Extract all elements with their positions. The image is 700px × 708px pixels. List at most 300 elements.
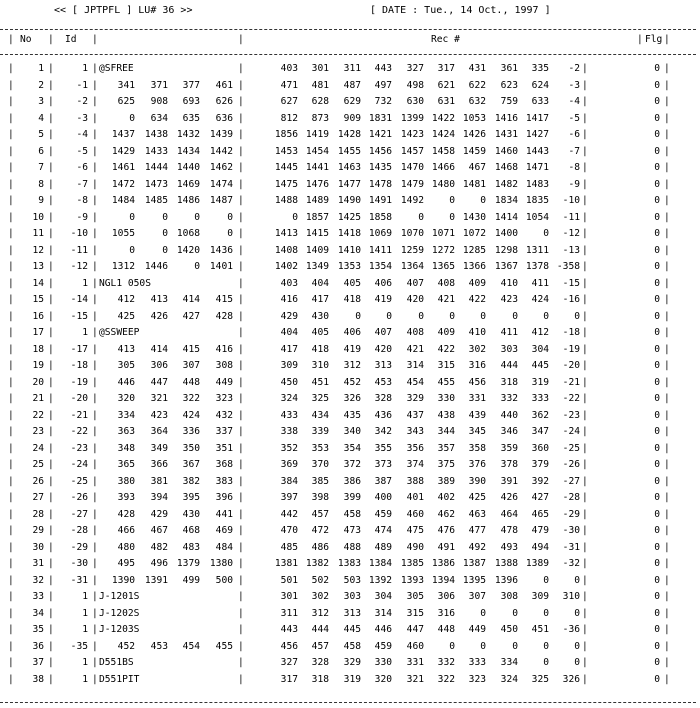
row-id-value: 0 xyxy=(129,112,135,124)
column-separator: | xyxy=(8,162,14,173)
rec-value: 490 xyxy=(406,541,424,553)
rec-value: 1421 xyxy=(368,129,392,140)
row-id-value: 320 xyxy=(117,393,135,404)
column-separator: | xyxy=(92,343,98,355)
rec-value: 1417 xyxy=(525,112,549,124)
column-separator: | xyxy=(48,525,54,536)
column-separator: | xyxy=(664,277,670,289)
row-id-value: 495 xyxy=(117,558,135,569)
row-flag: 0 xyxy=(654,508,660,520)
row-id-value: 1439 xyxy=(209,129,233,140)
row-name: @SFREE xyxy=(99,63,134,74)
row-id-value: 452 xyxy=(117,640,135,652)
rec-value: -13 xyxy=(562,244,580,256)
column-separator: | xyxy=(238,475,244,487)
rec-value: 477 xyxy=(468,525,486,536)
column-separator: | xyxy=(582,129,588,140)
rec-value: 359 xyxy=(500,442,518,454)
rec-value: 1483 xyxy=(525,178,549,190)
row-id: -27 xyxy=(70,508,88,520)
column-separator: | xyxy=(48,261,54,272)
column-separator: | xyxy=(8,195,14,206)
rec-value: 321 xyxy=(406,673,424,685)
rec-value: 329 xyxy=(343,657,361,668)
column-separator: | xyxy=(582,178,588,190)
rec-value: 459 xyxy=(374,640,392,652)
column-separator: | xyxy=(92,657,98,668)
column-separator: | xyxy=(664,409,670,421)
row-number: 2 xyxy=(38,79,44,91)
rec-value: 332 xyxy=(437,657,455,668)
row-id-value: 1485 xyxy=(144,195,168,206)
rec-value: 1441 xyxy=(305,162,329,173)
column-separator: | xyxy=(48,277,54,289)
row-id-value: 321 xyxy=(150,393,168,404)
column-separator: | xyxy=(92,409,98,421)
row-id-value: 0 xyxy=(162,228,168,239)
rec-value: -32 xyxy=(562,558,580,569)
column-separator: | xyxy=(238,343,244,355)
rec-value: 1383 xyxy=(337,558,361,569)
rec-value: 1385 xyxy=(400,558,424,569)
table-row xyxy=(0,672,700,688)
column-separator: | xyxy=(92,459,98,470)
column-separator: | xyxy=(92,112,98,124)
row-id-value: 0 xyxy=(194,211,200,223)
row-id-value: 1473 xyxy=(144,178,168,190)
row-id-value: 382 xyxy=(182,475,200,487)
row-id-value: 414 xyxy=(150,343,168,355)
rec-value: 378 xyxy=(500,459,518,470)
rec-value: 403 xyxy=(280,63,298,74)
column-separator: | xyxy=(48,79,54,91)
column-separator: | xyxy=(238,558,244,569)
table-row xyxy=(0,210,700,226)
row-id: -24 xyxy=(70,459,88,470)
rec-value: 320 xyxy=(374,673,392,685)
column-separator: | xyxy=(582,162,588,173)
rec-value: 410 xyxy=(500,277,518,289)
row-id-value: 1444 xyxy=(144,162,168,173)
column-separator: | xyxy=(664,228,670,239)
rec-value: 0 xyxy=(574,657,580,668)
rec-value: 404 xyxy=(280,327,298,338)
column-separator: | xyxy=(664,343,670,355)
rec-value: 497 xyxy=(374,79,392,91)
column-header-flg: Flg xyxy=(645,34,663,45)
row-id-value: 1434 xyxy=(176,145,200,157)
rec-value: 330 xyxy=(437,393,455,404)
row-number: 13 xyxy=(32,261,44,272)
row-id-value: 454 xyxy=(182,640,200,652)
column-separator: | xyxy=(664,129,670,140)
table-row xyxy=(0,226,700,242)
column-separator: | xyxy=(92,442,98,454)
column-separator: | xyxy=(8,492,14,503)
rec-value: 426 xyxy=(500,492,518,503)
column-separator: | xyxy=(48,310,54,322)
rec-value: -24 xyxy=(562,426,580,437)
table-row xyxy=(0,589,700,605)
row-id: -28 xyxy=(70,525,88,536)
row-id-value: 429 xyxy=(150,508,168,520)
rec-value: 319 xyxy=(343,673,361,685)
rec-value: 311 xyxy=(280,607,298,619)
rec-value: 458 xyxy=(343,508,361,520)
column-separator: | xyxy=(48,624,54,635)
row-flag: 0 xyxy=(654,657,660,668)
row-id-value: 447 xyxy=(150,376,168,388)
rec-value: 0 xyxy=(512,310,518,322)
rec-value: 303 xyxy=(500,343,518,355)
row-number: 25 xyxy=(32,459,44,470)
rec-value: 317 xyxy=(437,63,455,74)
row-id-value: 365 xyxy=(117,459,135,470)
row-id-value: 424 xyxy=(182,409,200,421)
column-separator: | xyxy=(8,673,14,685)
rec-value: 407 xyxy=(374,327,392,338)
table-row xyxy=(0,474,700,490)
table-row xyxy=(0,358,700,374)
row-id-value: 0 xyxy=(227,228,233,239)
rec-value: -3 xyxy=(568,79,580,91)
rec-value: 388 xyxy=(406,475,424,487)
rec-value: 458 xyxy=(343,640,361,652)
rec-value: 326 xyxy=(343,393,361,404)
rec-value: 387 xyxy=(374,475,392,487)
rec-value: 0 xyxy=(292,211,298,223)
column-separator: | xyxy=(92,607,98,619)
rec-value: 0 xyxy=(449,640,455,652)
rec-value: 315 xyxy=(406,607,424,619)
rec-value: 425 xyxy=(468,492,486,503)
row-id-value: 1469 xyxy=(176,178,200,190)
rec-value: 420 xyxy=(374,343,392,355)
row-number: 28 xyxy=(32,508,44,520)
row-id: -15 xyxy=(70,310,88,322)
row-flag: 0 xyxy=(654,673,660,685)
row-id-value: 394 xyxy=(150,492,168,503)
row-flag: 0 xyxy=(654,409,660,421)
rec-value: 304 xyxy=(374,591,392,602)
rec-value: -6 xyxy=(568,129,580,140)
column-separator: | xyxy=(582,294,588,305)
rec-value: 376 xyxy=(468,459,486,470)
rec-value: 301 xyxy=(280,591,298,602)
table-row xyxy=(0,177,700,193)
rec-value: 386 xyxy=(343,475,361,487)
column-separator: | xyxy=(664,96,670,107)
rec-value: 302 xyxy=(468,343,486,355)
rec-value: 327 xyxy=(406,63,424,74)
rec-value: 1478 xyxy=(368,178,392,190)
row-id: -30 xyxy=(70,558,88,569)
row-number: 23 xyxy=(32,426,44,437)
row-flag: 0 xyxy=(654,294,660,305)
rec-value: 333 xyxy=(531,393,549,404)
column-separator: | xyxy=(92,393,98,404)
column-separator: | xyxy=(8,228,14,239)
row-id-value: 467 xyxy=(150,525,168,536)
column-separator: | xyxy=(48,63,54,74)
row-id-value: 363 xyxy=(117,426,135,437)
rec-value: 632 xyxy=(468,96,486,107)
row-id-value: 0 xyxy=(129,211,135,223)
rec-value: 624 xyxy=(531,79,549,91)
rec-value: 1354 xyxy=(368,261,392,272)
rec-value: 313 xyxy=(343,607,361,619)
report-header-left: << [ JPTPFL ] LU# 36 >> xyxy=(54,5,193,16)
rec-value: 385 xyxy=(311,475,329,487)
rec-value: 322 xyxy=(437,673,455,685)
rec-value: 1419 xyxy=(305,129,329,140)
rec-value: 1426 xyxy=(462,129,486,140)
rec-value: 1457 xyxy=(400,145,424,157)
rec-value: 453 xyxy=(374,376,392,388)
column-separator: | xyxy=(8,591,14,602)
rec-value: 460 xyxy=(406,640,424,652)
rec-value: 344 xyxy=(437,426,455,437)
rec-value: 1835 xyxy=(525,195,549,206)
row-id-value: 413 xyxy=(150,294,168,305)
rec-value: 1415 xyxy=(305,228,329,239)
rec-value: 1479 xyxy=(400,178,424,190)
rec-value: 629 xyxy=(343,96,361,107)
rec-value: 406 xyxy=(343,327,361,338)
column-separator: | xyxy=(664,178,670,190)
row-id: 1 xyxy=(82,277,88,289)
rec-value: 448 xyxy=(437,624,455,635)
column-separator: | xyxy=(238,541,244,553)
rec-value: 1393 xyxy=(400,574,424,586)
column-separator: | xyxy=(8,343,14,355)
rec-value: 1443 xyxy=(525,145,549,157)
rec-value: 1424 xyxy=(431,129,455,140)
column-separator: | xyxy=(664,79,670,91)
column-separator: | xyxy=(8,310,14,322)
column-separator: | xyxy=(582,657,588,668)
row-flag: 0 xyxy=(654,145,660,157)
rec-value: 1456 xyxy=(368,145,392,157)
table-row xyxy=(0,144,700,160)
column-separator: | xyxy=(48,657,54,668)
rec-value: 1857 xyxy=(305,211,329,223)
column-separator: | xyxy=(48,459,54,470)
row-flag: 0 xyxy=(654,129,660,140)
column-separator: | xyxy=(92,525,98,536)
column-separator: | xyxy=(582,492,588,503)
rec-value: 309 xyxy=(531,591,549,602)
row-flag: 0 xyxy=(654,310,660,322)
rec-value: 812 xyxy=(280,112,298,124)
row-number: 15 xyxy=(32,294,44,305)
row-number: 12 xyxy=(32,244,44,256)
column-separator: | xyxy=(48,475,54,487)
rec-value: 1408 xyxy=(274,244,298,256)
rec-value: 409 xyxy=(468,277,486,289)
table-row xyxy=(0,424,700,440)
rec-value: 0 xyxy=(386,310,392,322)
row-flag: 0 xyxy=(654,492,660,503)
column-separator: | xyxy=(92,360,98,371)
column-separator: | xyxy=(92,310,98,322)
rec-value: 470 xyxy=(280,525,298,536)
rec-value: 1477 xyxy=(337,178,361,190)
row-id: 1 xyxy=(82,673,88,685)
column-separator: | xyxy=(582,640,588,652)
column-separator: | xyxy=(238,459,244,470)
rec-value: 403 xyxy=(280,277,298,289)
rec-value: 434 xyxy=(311,409,329,421)
rec-value: 313 xyxy=(374,360,392,371)
rec-value: 433 xyxy=(280,409,298,421)
row-number: 35 xyxy=(32,624,44,635)
rec-value: 316 xyxy=(437,607,455,619)
row-id: 1 xyxy=(82,607,88,619)
rec-value: 427 xyxy=(531,492,549,503)
row-id-value: 351 xyxy=(215,442,233,454)
row-number: 5 xyxy=(38,129,44,140)
row-id: -22 xyxy=(70,426,88,437)
row-id: -31 xyxy=(70,574,88,586)
rec-value: 759 xyxy=(500,96,518,107)
column-separator: | xyxy=(582,541,588,553)
rec-value: 1395 xyxy=(462,574,486,586)
rec-value: 399 xyxy=(343,492,361,503)
column-separator: | xyxy=(582,591,588,602)
row-id-value: 480 xyxy=(117,541,135,553)
rec-value: 304 xyxy=(531,343,549,355)
column-separator: | xyxy=(8,624,14,635)
rec-value: 0 xyxy=(355,310,361,322)
rec-value: 340 xyxy=(343,426,361,437)
rec-value: 473 xyxy=(343,525,361,536)
table-row xyxy=(0,606,700,622)
rec-value: 343 xyxy=(406,426,424,437)
rec-value: 1422 xyxy=(431,112,455,124)
row-id: -18 xyxy=(70,360,88,371)
rec-value: 493 xyxy=(500,541,518,553)
rec-value: 391 xyxy=(500,475,518,487)
rec-value: 0 xyxy=(543,574,549,586)
rec-value: 492 xyxy=(468,541,486,553)
rec-value: 369 xyxy=(280,459,298,470)
column-separator: | xyxy=(8,558,14,569)
row-number: 7 xyxy=(38,162,44,173)
rec-value: -28 xyxy=(562,492,580,503)
row-id-value: 1420 xyxy=(176,244,200,256)
rec-value: 1466 xyxy=(431,162,455,173)
row-id-value: 416 xyxy=(215,343,233,355)
column-separator: | xyxy=(238,112,244,124)
rec-value: 312 xyxy=(343,360,361,371)
column-separator: | xyxy=(238,79,244,91)
rec-value: 621 xyxy=(437,79,455,91)
rec-value: 1454 xyxy=(305,145,329,157)
row-id-value: 348 xyxy=(117,442,135,454)
table-row xyxy=(0,556,700,572)
rec-value: 489 xyxy=(374,541,392,553)
rec-value: 1070 xyxy=(400,228,424,239)
rec-value: 1431 xyxy=(494,129,518,140)
row-id-value: 350 xyxy=(182,442,200,454)
column-separator: | xyxy=(92,96,98,107)
rec-value: 0 xyxy=(543,607,549,619)
rec-value: 303 xyxy=(343,591,361,602)
rec-value: 338 xyxy=(280,426,298,437)
column-separator: | xyxy=(8,376,14,388)
column-separator: | xyxy=(92,591,98,602)
table-row xyxy=(0,325,700,341)
rec-value: 331 xyxy=(406,657,424,668)
rec-value: 909 xyxy=(343,112,361,124)
column-separator: | xyxy=(92,178,98,190)
rec-value: -20 xyxy=(562,360,580,371)
row-id: 1 xyxy=(82,591,88,602)
rec-value: 1382 xyxy=(305,558,329,569)
rec-value: 1481 xyxy=(462,178,486,190)
row-flag: 0 xyxy=(654,607,660,619)
rec-value: 623 xyxy=(500,79,518,91)
rec-value: 333 xyxy=(468,657,486,668)
column-separator: | xyxy=(238,591,244,602)
row-flag: 0 xyxy=(654,112,660,124)
rec-value: -358 xyxy=(556,261,580,272)
table-bottom-rule xyxy=(0,702,696,703)
column-separator: | xyxy=(92,79,98,91)
rec-value: 471 xyxy=(280,79,298,91)
rec-value: 472 xyxy=(311,525,329,536)
column-separator: | xyxy=(48,558,54,569)
row-id-value: 500 xyxy=(215,574,233,586)
rec-value: 444 xyxy=(311,624,329,635)
column-separator: | xyxy=(582,244,588,256)
rec-value: 323 xyxy=(468,673,486,685)
row-id-value: 322 xyxy=(182,393,200,404)
row-id-value: 305 xyxy=(117,360,135,371)
row-id-value: 496 xyxy=(150,558,168,569)
column-separator: | xyxy=(238,409,244,421)
column-separator: | xyxy=(8,607,14,619)
rec-value: 1435 xyxy=(368,162,392,173)
rec-value: 622 xyxy=(468,79,486,91)
column-separator: | xyxy=(48,360,54,371)
rec-value: 446 xyxy=(374,624,392,635)
table-row xyxy=(0,292,700,308)
rec-value: 1381 xyxy=(274,558,298,569)
row-id-value: 483 xyxy=(182,541,200,553)
rec-value: -5 xyxy=(568,112,580,124)
row-id-value: 423 xyxy=(150,409,168,421)
rec-value: -26 xyxy=(562,459,580,470)
rec-value: 1453 xyxy=(274,145,298,157)
column-separator: | xyxy=(582,327,588,338)
row-id-value: 635 xyxy=(182,112,200,124)
row-id-value: 380 xyxy=(117,475,135,487)
rec-value: 307 xyxy=(468,591,486,602)
rec-value: 311 xyxy=(343,63,361,74)
row-id-value: 428 xyxy=(215,310,233,322)
row-id-value: 377 xyxy=(182,79,200,91)
row-id-value: 413 xyxy=(117,343,135,355)
rec-value: 417 xyxy=(311,294,329,305)
row-flag: 0 xyxy=(654,63,660,74)
column-separator: | xyxy=(238,277,244,289)
rec-value: 476 xyxy=(437,525,455,536)
rec-value: 0 xyxy=(449,195,455,206)
column-separator: | xyxy=(48,673,54,685)
rec-value: 450 xyxy=(280,376,298,388)
